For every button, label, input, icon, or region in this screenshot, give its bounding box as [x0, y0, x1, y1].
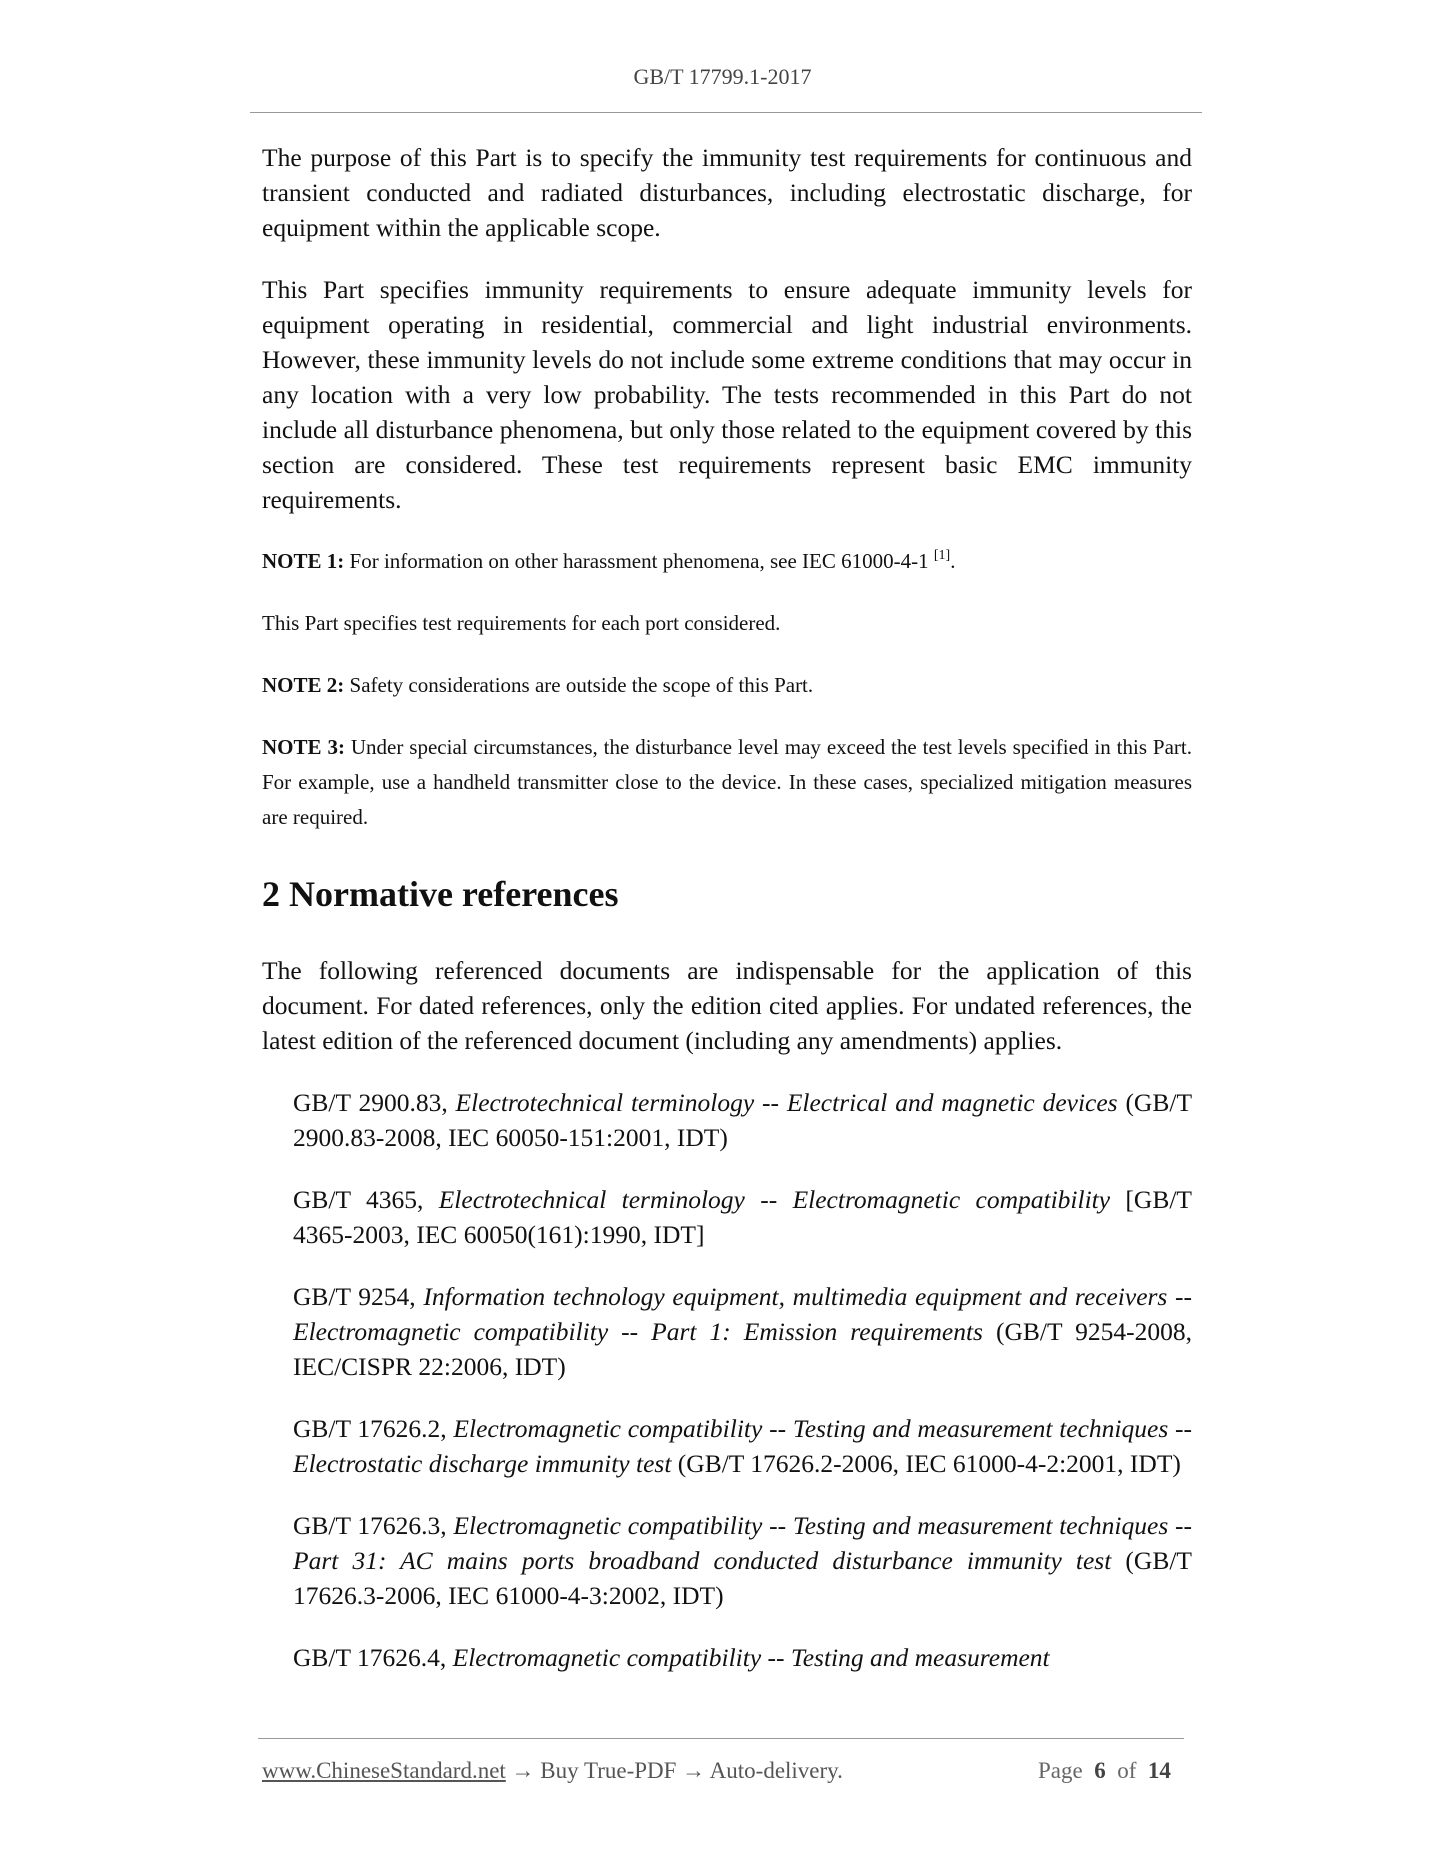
reference-title: Electrotechnical terminology -- Electromagnetic compatibility [438, 1185, 1111, 1214]
reference-title: Electromagnetic compatibility -- Testing and measurement [452, 1643, 1050, 1672]
reference-item [293, 1182, 1192, 1252]
page-body [262, 140, 1192, 1702]
section-2-intro: The following referenced documents are indispensable for the application of this document. For dated references, only the edition cited applies. For undated references, the latest edition of the referenced document (including any amendments) applies. [262, 956, 1192, 1055]
ports-paragraph: This Part specifies test requirements for each port considered. [262, 611, 781, 635]
reference-code: GB/T 17626.2, [293, 1414, 454, 1443]
reference-tail: (GB/T 9254-2008, IEC/CISPR 22:2006, IDT) [293, 1317, 1192, 1381]
reference-code: GB/T 2900.83, [293, 1088, 456, 1117]
scope-paragraph-1: The purpose of this Part is to specify the immunity test requirements for continuous and transient conducted and radiated disturbances, including electrostatic discharge, for equipment within the applicable scope. [262, 143, 1192, 242]
footer-divider [258, 1738, 1184, 1739]
note-2 [262, 668, 1192, 703]
note-1 [262, 544, 1192, 579]
note-3-text: Under special circumstances, the disturbance level may exceed the test levels specified in this Part. For example, use a handheld transmitter close to the device. In these cases, specialized mitigation measures are required. [262, 735, 1193, 829]
reference-item [293, 1411, 1192, 1481]
reference-title: Electrotechnical terminology -- Electrical and magnetic devices [455, 1088, 1118, 1117]
note-1-label: NOTE 1: [262, 549, 345, 573]
reference-item [293, 1085, 1192, 1155]
reference-code: GB/T 4365, [293, 1185, 439, 1214]
page-number: 6 [1094, 1758, 1106, 1783]
note-3 [262, 730, 1192, 835]
note-1-citation[interactable]: [1] [933, 548, 951, 563]
reference-title: Electromagnetic compatibility -- Testing and measurement techniques -- Electrostatic discharge immunity test [293, 1414, 1192, 1478]
note-2-label: NOTE 2: [262, 673, 345, 697]
reference-code: GB/T 17626.3, [293, 1511, 454, 1540]
section-2-heading: 2 Normative references [262, 874, 619, 914]
page-word: Page [1038, 1758, 1083, 1783]
page-indicator [1038, 1758, 1171, 1784]
footer-promo-text: → Buy True-PDF → Auto-delivery. [505, 1758, 843, 1783]
reference-title: Electromagnetic compatibility -- Testing and measurement techniques -- Part 31: AC mains ports broadband conducted disturbance immunity test [293, 1511, 1192, 1575]
note-1-text: For information on other harassment phenomena, see IEC 61000-4-1 [344, 549, 934, 573]
reference-tail: (GB/T 2900.83-2008, IEC 60050-151:2001, IDT) [293, 1088, 1193, 1152]
reference-tail: (GB/T 17626.3-2006, IEC 61000-4-3:2002, IDT) [293, 1546, 1193, 1610]
reference-item [293, 1640, 1192, 1675]
header-doc-id: GB/T 17799.1-2017 [633, 64, 812, 89]
note-3-label: NOTE 3: [262, 735, 345, 759]
reference-code: GB/T 9254, [293, 1282, 424, 1311]
reference-title: Information technology equipment, multimedia equipment and receivers -- Electromagnetic compatibility -- Part 1: Emission requirements [293, 1282, 1193, 1346]
scope-paragraph-2: This Part specifies immunity requirements to ensure adequate immunity levels for equipment operating in residential, commercial and light industrial environments. However, these immunity levels do not include some extreme conditions that may occur in any location with a very low probability. The tests recommended in this Part do not include all disturbance phenomena, but only those related to the equipment covered by this section are considered. These test requirements represent basic EMC immunity requirements. [262, 275, 1192, 514]
reference-tail: (GB/T 17626.2-2006, IEC 61000-4-2:2001, IDT) [671, 1449, 1181, 1478]
reference-tail: [GB/T 4365-2003, IEC 60050(161):1990, IDT] [293, 1185, 1193, 1249]
reference-item [293, 1279, 1192, 1384]
of-word: of [1117, 1758, 1137, 1783]
footer-site-link[interactable]: www.ChineseStandard.net [262, 1758, 506, 1783]
note-1-end: . [950, 549, 956, 573]
reference-item [293, 1508, 1192, 1613]
reference-code: GB/T 17626.4, [293, 1643, 453, 1672]
note-2-text: Safety considerations are outside the scope of this Part. [344, 673, 814, 697]
footer-promo [262, 1758, 843, 1784]
page-total: 14 [1147, 1758, 1171, 1783]
header-divider [250, 112, 1202, 113]
